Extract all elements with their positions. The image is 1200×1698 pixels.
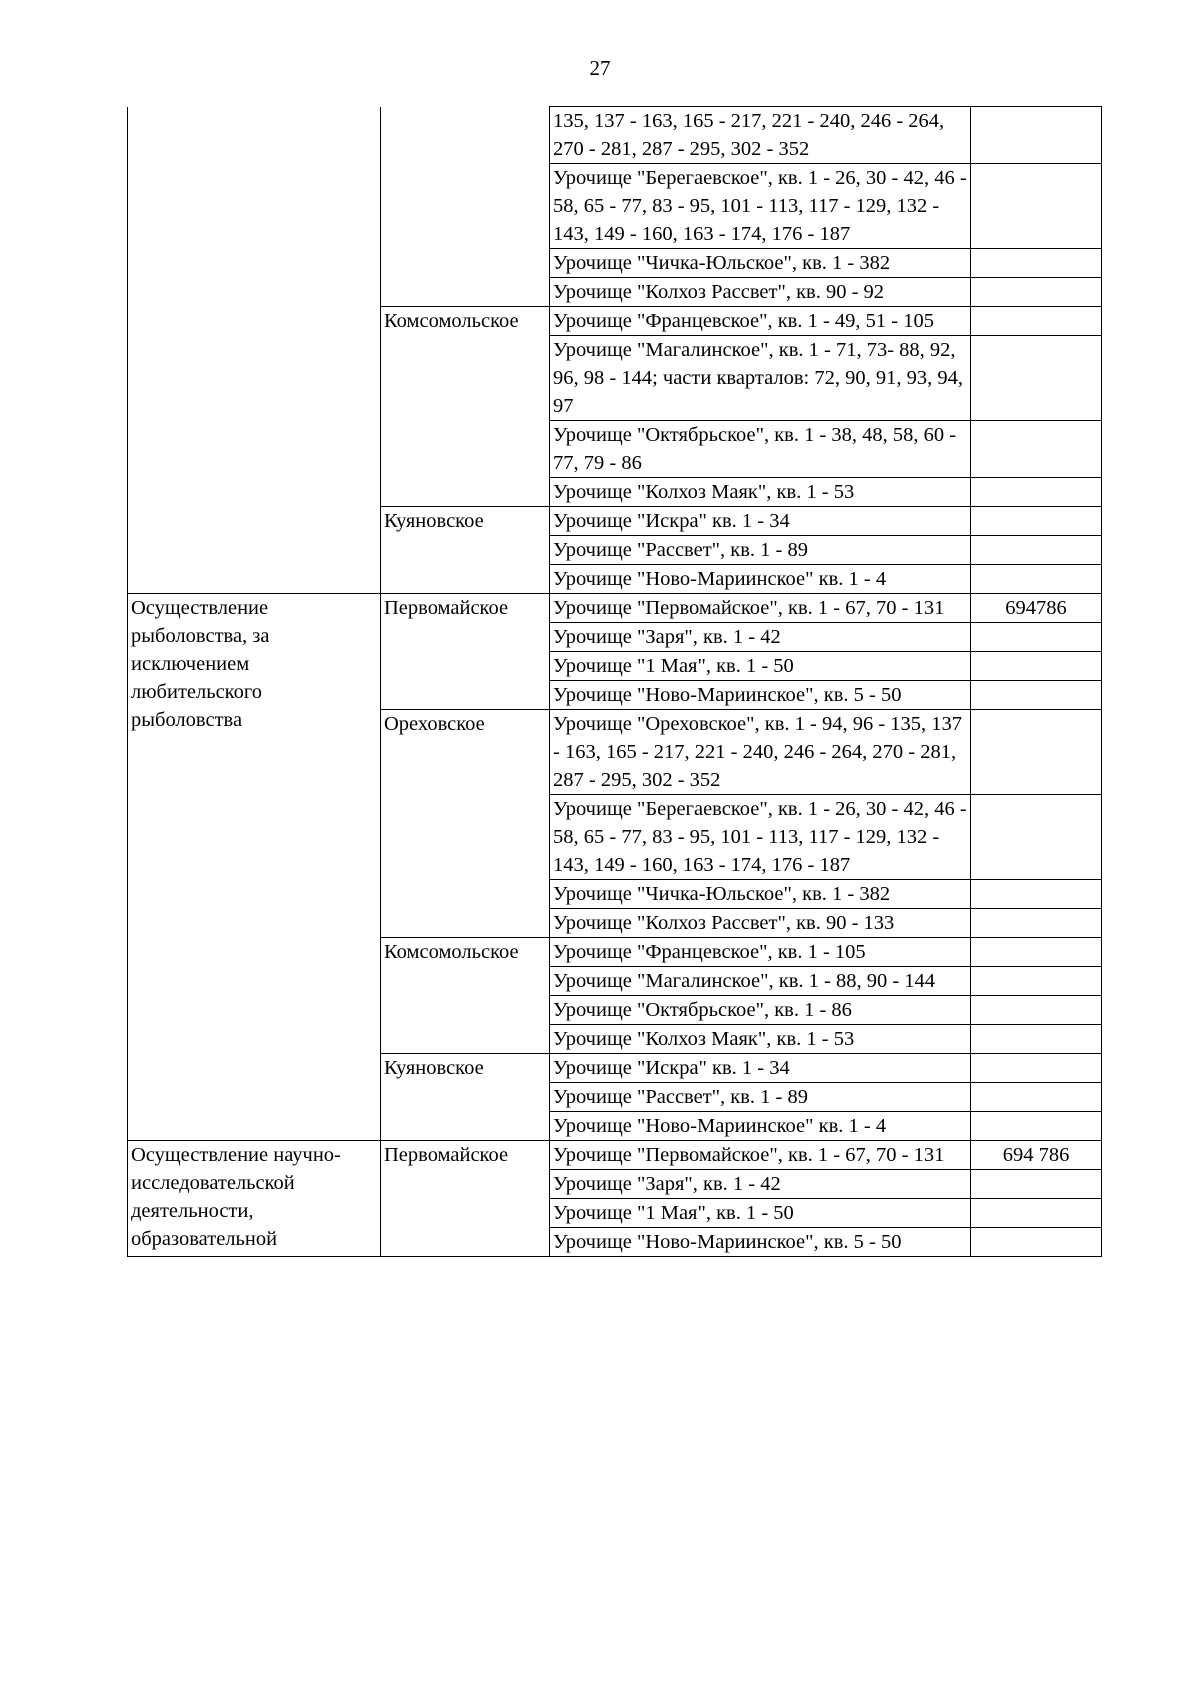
district-cell: Комсомольское [381, 938, 550, 1054]
activity-cell: Осуществление научно-исследовательской деятельности, образовательной [128, 1141, 381, 1257]
parcel-cell: Урочище "Ореховское", кв. 1 - 94, 96 - 135, 137 - 163, 165 - 217, 221 - 240, 246 - 264, 270 - 281, 287 - 295, 302 - 352 [550, 710, 971, 795]
value-cell [971, 996, 1102, 1025]
district-cell [381, 107, 550, 307]
parcel-cell: Урочище "Искра" кв. 1 - 34 [550, 1054, 971, 1083]
value-cell [971, 1025, 1102, 1054]
value-cell [971, 278, 1102, 307]
value-cell [971, 507, 1102, 536]
page-number: 27 [589, 56, 611, 80]
district-cell: Первомайское [381, 594, 550, 710]
value-cell [971, 938, 1102, 967]
parcel-cell: Урочище "Первомайское", кв. 1 - 67, 70 - 131 [550, 594, 971, 623]
parcel-cell: 135, 137 - 163, 165 - 217, 221 - 240, 246 - 264, 270 - 281, 287 - 295, 302 - 352 [550, 107, 971, 164]
parcel-cell: Урочище "Октябрьское", кв. 1 - 38, 48, 58, 60 - 77, 79 - 86 [550, 421, 971, 478]
activity-cell: Осуществление рыболовства, за исключением любительского рыболовства [128, 594, 381, 1141]
parcel-cell: Урочище "Искра" кв. 1 - 34 [550, 507, 971, 536]
value-cell [971, 536, 1102, 565]
value-cell [971, 1054, 1102, 1083]
table-body [128, 107, 1102, 1257]
value-cell [971, 565, 1102, 594]
district-cell: Куяновское [381, 1054, 550, 1141]
table-row [128, 594, 1102, 623]
value-cell: 694786 [971, 594, 1102, 623]
value-cell [971, 681, 1102, 710]
parcel-cell: Урочище "Ново-Мариинское" кв. 1 - 4 [550, 1112, 971, 1141]
parcel-cell: Урочище "Заря", кв. 1 - 42 [550, 1170, 971, 1199]
parcel-cell: Урочище "Рассвет", кв. 1 - 89 [550, 536, 971, 565]
parcel-cell: Урочище "Чичка-Юльское", кв. 1 - 382 [550, 249, 971, 278]
value-cell [971, 710, 1102, 795]
value-cell [971, 336, 1102, 421]
value-cell [971, 478, 1102, 507]
parcel-cell: Урочище "Колхоз Рассвет", кв. 90 - 133 [550, 909, 971, 938]
forest-parcels-table [127, 106, 1102, 1257]
district-cell: Куяновское [381, 507, 550, 594]
value-cell [971, 652, 1102, 681]
parcel-cell: Урочище "Ново-Мариинское", кв. 5 - 50 [550, 681, 971, 710]
value-cell [971, 967, 1102, 996]
value-cell [971, 249, 1102, 278]
parcel-cell: Урочище "Октябрьское", кв. 1 - 86 [550, 996, 971, 1025]
parcel-cell: Урочище "Францевское", кв. 1 - 49, 51 - 105 [550, 307, 971, 336]
parcel-cell: Урочище "Магалинское", кв. 1 - 71, 73- 88, 92, 96, 98 - 144; части кварталов: 72, 90, 91, 93, 94, 97 [550, 336, 971, 421]
value-cell [971, 1112, 1102, 1141]
parcel-cell: Урочище "Чичка-Юльское", кв. 1 - 382 [550, 880, 971, 909]
parcel-cell: Урочище "Колхоз Маяк", кв. 1 - 53 [550, 478, 971, 507]
parcel-cell: Урочище "1 Мая", кв. 1 - 50 [550, 652, 971, 681]
parcel-cell: Урочище "Магалинское", кв. 1 - 88, 90 - 144 [550, 967, 971, 996]
value-cell [971, 623, 1102, 652]
value-cell [971, 421, 1102, 478]
value-cell [971, 107, 1102, 164]
parcel-cell: Урочище "Колхоз Маяк", кв. 1 - 53 [550, 1025, 971, 1054]
value-cell [971, 795, 1102, 880]
value-cell [971, 1083, 1102, 1112]
value-cell: 694 786 [971, 1141, 1102, 1170]
district-cell: Ореховское [381, 710, 550, 938]
parcel-cell: Урочище "Первомайское", кв. 1 - 67, 70 - 131 [550, 1141, 971, 1170]
table-row [128, 1141, 1102, 1170]
parcel-cell: Урочище "Берегаевское", кв. 1 - 26, 30 - 42, 46 - 58, 65 - 77, 83 - 95, 101 - 113, 117 - 129, 132 - 143, 149 - 160, 163 - 174, 176 - 187 [550, 164, 971, 249]
value-cell [971, 164, 1102, 249]
parcel-cell: Урочище "Ново-Мариинское", кв. 5 - 50 [550, 1228, 971, 1257]
value-cell [971, 1170, 1102, 1199]
district-cell: Первомайское [381, 1141, 550, 1257]
value-cell [971, 1228, 1102, 1257]
parcel-cell: Урочище "Заря", кв. 1 - 42 [550, 623, 971, 652]
table-row [128, 107, 1102, 164]
parcel-cell: Урочище "Берегаевское", кв. 1 - 26, 30 - 42, 46 - 58, 65 - 77, 83 - 95, 101 - 113, 117 - 129, 132 - 143, 149 - 160, 163 - 174, 176 - 187 [550, 795, 971, 880]
value-cell [971, 909, 1102, 938]
value-cell [971, 1199, 1102, 1228]
parcel-cell: Урочище "1 Мая", кв. 1 - 50 [550, 1199, 971, 1228]
activity-cell [128, 107, 381, 594]
parcel-cell: Урочище "Рассвет", кв. 1 - 89 [550, 1083, 971, 1112]
parcel-cell: Урочище "Колхоз Рассвет", кв. 90 - 92 [550, 278, 971, 307]
parcel-cell: Урочище "Ново-Мариинское" кв. 1 - 4 [550, 565, 971, 594]
value-cell [971, 307, 1102, 336]
parcel-cell: Урочище "Францевское", кв. 1 - 105 [550, 938, 971, 967]
value-cell [971, 880, 1102, 909]
district-cell: Комсомольское [381, 307, 550, 507]
